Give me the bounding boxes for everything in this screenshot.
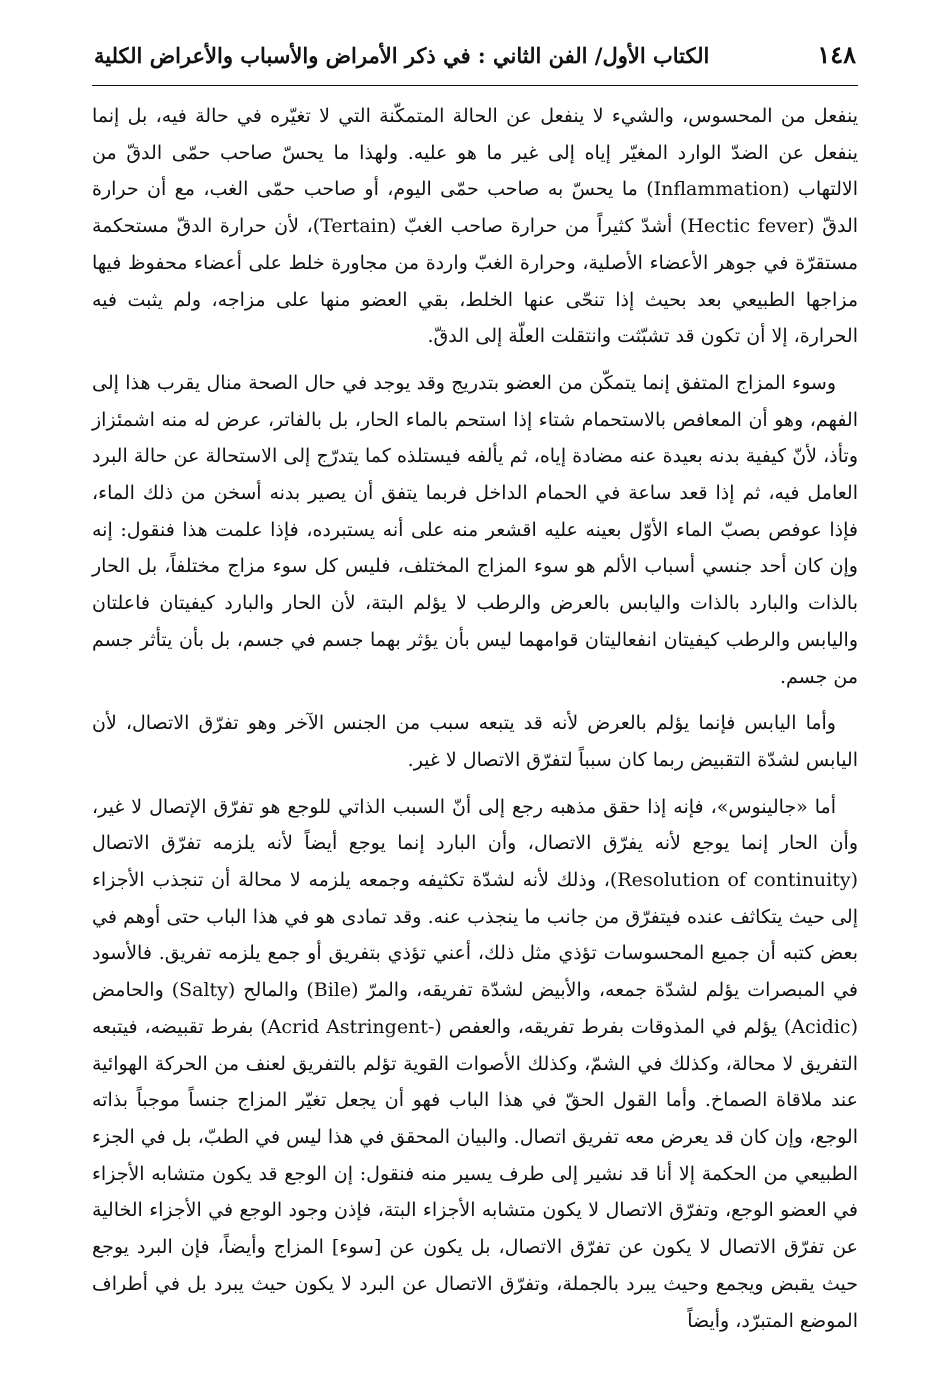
paragraph: وأما اليابس فإنما يؤلم بالعرض لأنه قد يتبعه سبب من الجنس الآخر وهو تفرّق الاتصال، لأن اليابس لشدّة التقبيض ربما كان سبباً لتفرّق الاتصال لا غير.: [92, 712, 858, 771]
header-rule: [92, 85, 858, 86]
body-text: [92, 98, 858, 1339]
page-header: [92, 40, 858, 71]
running-title: الكتاب الأول/ الفن الثاني : في ذكر الأمراض والأسباب والأعراض الكلية: [94, 43, 710, 68]
paragraph: أما «جالينوس»، فإنه إذا حقق مذهبه رجع إلى أنّ السبب الذاتي للوجع هو تفرّق الإتصال لا غير، وأن الحار إنما يوجع لأنه يفرّق الاتصال، وأن البارد إنما يوجع أيضاً لأنه يلزمه تفرّق الاتصال (Resolution of continuity)، وذلك لأنه لشدّة تكثيفه وجمعه يلزمه لا محالة أن تنجذب الأجزاء إلى حيث يتكاثف عنده فيتفرّق من جانب ما ينجذب عنه. وقد تمادى هو في هذا الباب حتى أوهم في بعض كتبه أن جميع المحسوسات تؤذي مثل ذلك، أعني تؤذي بتفريق أو جمع يلزمه تفريق. فالأسود في المبصرات يؤلم لشدّة جمعه، والأبيض لشدّة تفريقه، والمرّ (Bile) والمالح (Salty) والحامض (Acidic) يؤلم في المذوقات بفرط تفريقه، والعفص (-Acrid Astringent) بفرط تقبيضه، فيتبعه التفريق لا محالة، وكذلك في الشمّ، وكذلك الأصوات القوية تؤلم بالتفريق لعنف من الحركة الهوائية عند ملاقاة الصماخ. وأما القول الحقّ في هذا الباب فهو أن يجعل تغيّر المزاج جنساً موجباً بذاته الوجع، وإن كان قد يعرض معه تفريق اتصال. والبيان المحقق في هذا ليس في الطبّ، بل في الجزء الطبيعي من الحكمة إلا أنا قد نشير إلى طرف يسير منه فنقول: إن الوجع قد يكون متشابه الأجزاء في العضو الوجع، وتفرّق الاتصال لا يكون متشابه الأجزاء البتة، فإذن وجود الوجع في الأجزاء الخالية عن تفرّق الاتصال لا يكون عن تفرّق الاتصال، بل يكون عن [سوء] المزاج وأيضاً، فإن البرد يوجع حيث يقبض ويجمع وحيث يبرد بالجملة، وتفرّق الاتصال عن البرد لا يكون حيث يبرد بل في أطراف الموضع المتبرّد، وأيضاً: [92, 795, 858, 1332]
paragraph: وسوء المزاج المتفق إنما يتمكّن من العضو بتدريج وقد يوجد في حال الصحة منال يقرب هذا إلى الفهم، وهو أن المعافص بالاستحمام شتاء إذا استحم بالماء الحار، بل بالفاتر، عرض له منه اشمئزاز وتأذ، لأنّ كيفية بدنه بعيدة عنه مضادة إياه، ثم يألفه فيستلذه كما يتدرّج إلى الاستحالة عن حالة البرد العامل فيه، ثم إذا قعد ساعة في الحمام الداخل فربما يتفق أن يصير بدنه أسخن من ذلك الماء، فإذا عوفص بصبّ الماء الأوّل بعينه عليه اقشعر منه على أنه يستبرده، فإذا علمت هذا فنقول: إنه وإن كان أحد جنسي أسباب الألم هو سوء المزاج المختلف، فليس كل سوء مزاج مختلفاً، بل الحار بالذات والبارد بالذات واليابس بالعرض والرطب لا يؤلم البتة، لأن الحار والبارد كيفيتان فاعلتان واليابس والرطب كيفيتان انفعاليتان قوامهما ليس بأن يؤثر بهما جسم في جسم، بل بأن يتأثر جسم من جسم.: [92, 371, 858, 688]
paragraph: ينفعل من المحسوس، والشيء لا ينفعل عن الحالة المتمكّنة التي لا تغيّره في حالة فيه، بل إنما ينفعل عن الضدّ الوارد المغيّر إياه إلى غير ما هو عليه. ولهذا ما يحسّ صاحب حمّى الدقّ من الالتهاب (Inflammation) ما يحسّ به صاحب حمّى اليوم، أو صاحب حمّى الغب، مع أن حرارة الدقّ (Hectic fever) أشدّ كثيراً من حرارة صاحب الغبّ (Tertain)، لأن حرارة الدقّ مستحكمة مستقرّة في جوهر الأعضاء الأصلية، وحرارة الغبّ واردة من مجاورة خلط على أعضاء محفوظ فيها مزاجها الطبيعي بعد بحيث إذا تنحّى عنها الخلط، بقي العضو منها على مزاجه، ولم يثبت فيه الحرارة، إلا أن تكون قد تشبّثت وانتقلت العلّة إلى الدقّ.: [92, 105, 859, 348]
page-number: ١٤٨: [817, 40, 856, 69]
